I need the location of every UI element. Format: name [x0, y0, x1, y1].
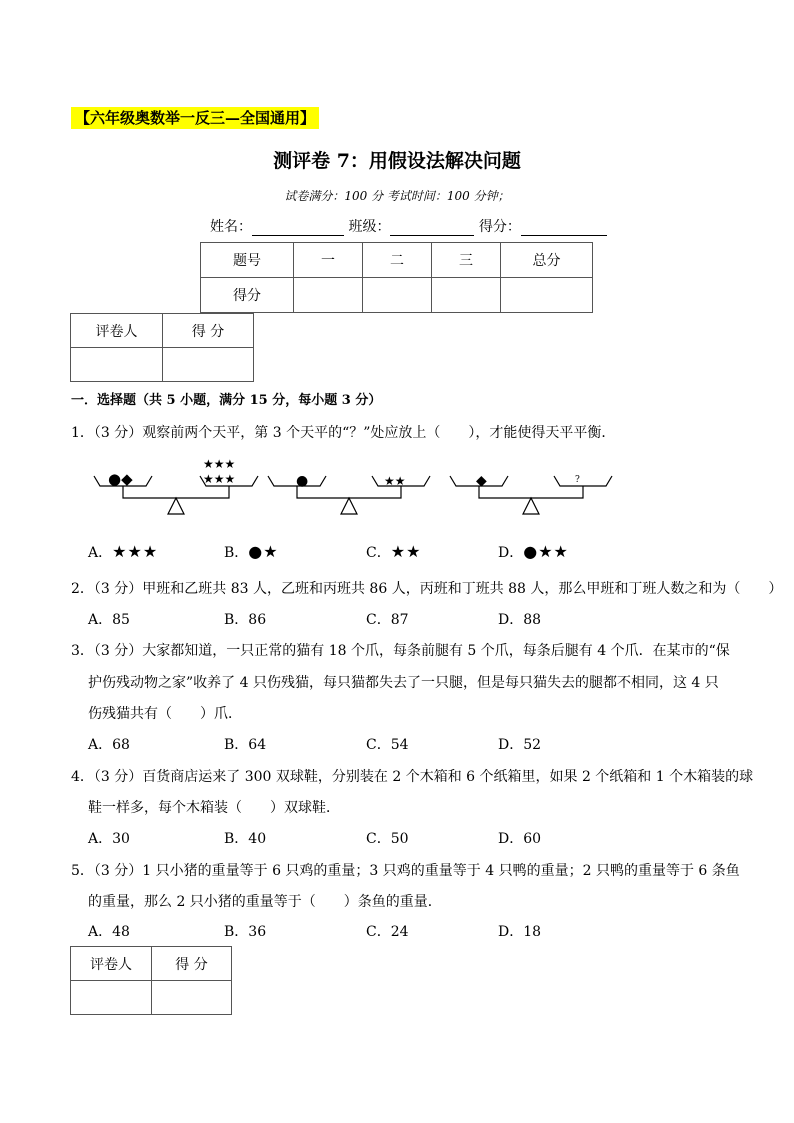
q3-option-c[interactable]: C．54	[366, 737, 409, 753]
question-5-line-2: 的重量，那么 2 只小猪的重量等于（ ）条鱼的重量．	[88, 894, 442, 910]
balance-3	[450, 476, 612, 514]
q5-option-a[interactable]: A．48	[88, 924, 130, 940]
q5-option-d[interactable]: D．18	[498, 924, 542, 940]
score-cell[interactable]	[432, 278, 501, 313]
q4-option-a[interactable]: A．30	[88, 831, 130, 847]
q5-option-b[interactable]: B．36	[224, 924, 267, 940]
grader-label: 评卷人	[71, 947, 152, 981]
score-cell[interactable]	[363, 278, 432, 313]
q3-option-a[interactable]: A．68	[88, 737, 130, 753]
q1-option-c[interactable]: C．★★	[366, 542, 422, 561]
q1-option-b[interactable]: B．●★	[224, 542, 279, 561]
score-header-cell: 一	[294, 243, 363, 278]
score-cell[interactable]	[501, 278, 593, 313]
q1-option-a[interactable]: A．★★★	[88, 542, 159, 561]
grader-table	[70, 313, 254, 382]
balance-1-right-top: ★★★	[203, 457, 236, 471]
grader-cell[interactable]	[71, 348, 163, 382]
score-cell[interactable]	[294, 278, 363, 313]
question-5-line-1: 5．（3 分）1 只小猪的重量等于 6 只鸡的重量；3 只鸡的重量等于 4 只鸭的重量；2 只鸭的重量等于 6 条鱼	[71, 863, 740, 879]
score-header-cell: 二	[363, 243, 432, 278]
balance-2	[268, 476, 430, 514]
name-label: 姓名：	[210, 219, 252, 235]
question-3-line-2: 护伤残动物之家”收养了 4 只伤残猫，每只猫都失去了一只腿，但是每只猫失去的腿都不相同，这 4 只	[88, 675, 719, 691]
grader-table-2	[70, 946, 232, 1015]
q5-option-c[interactable]: C．24	[366, 924, 409, 940]
balance-2-right-items: ★★	[384, 474, 406, 488]
q3-option-b[interactable]: B．64	[224, 737, 267, 753]
page-title: 测评卷 7：用假设法解决问题	[273, 150, 521, 172]
q2-option-d[interactable]: D．88	[498, 612, 542, 628]
class-field[interactable]	[390, 221, 474, 236]
points-cell[interactable]	[152, 981, 232, 1015]
balance-1-right-bottom: ★★★	[203, 472, 236, 486]
balance-1-left-items: ●◆	[108, 470, 133, 488]
class-label: 班级：	[348, 219, 391, 235]
question-2-text: 2．（3 分）甲班和乙班共 83 人，乙班和丙班共 86 人，丙班和丁班共 88 人，那么甲班和丁班人数之和为（ ）	[71, 581, 783, 597]
points-label: 得 分	[163, 314, 254, 348]
name-field[interactable]	[252, 221, 344, 236]
q3-option-d[interactable]: D．52	[498, 737, 542, 753]
q2-option-c[interactable]: C．87	[366, 612, 409, 628]
score-table	[200, 242, 593, 313]
q2-option-b[interactable]: B．86	[224, 612, 267, 628]
grader-cell[interactable]	[71, 981, 152, 1015]
q4-option-d[interactable]: D．60	[498, 831, 542, 847]
q1-option-d[interactable]: D．●★★	[498, 542, 569, 561]
score-header-cell: 题号	[201, 243, 294, 278]
student-info-row	[210, 216, 607, 236]
points-label: 得 分	[152, 947, 232, 981]
balance-3-question-mark: ?	[575, 475, 580, 485]
score-header-cell: 三	[432, 243, 501, 278]
q2-option-a[interactable]: A．85	[88, 612, 130, 628]
points-cell[interactable]	[163, 348, 254, 382]
balance-3-left-items: ◆	[476, 473, 487, 489]
question-1-text: 1．（3 分）观察前两个天平，第 3 个天平的“？”处应放上（ ），才能使得天平平衡．	[71, 425, 616, 441]
score-header-cell: 总分	[501, 243, 593, 278]
balance-figure	[88, 456, 618, 524]
section-heading: 一．选择题（共 5 小题，满分 15 分，每小题 3 分）	[71, 393, 382, 408]
series-banner: 【六年级奥数举一反三—全国通用】	[71, 107, 319, 129]
question-4-line-2: 鞋一样多，每个木箱装（ ）双球鞋．	[88, 800, 340, 816]
question-3-line-1: 3．（3 分）大家都知道，一只正常的猫有 18 个爪，每条前腿有 5 个爪，每条后腿有 4 个爪．在某市的“保	[71, 643, 730, 659]
balance-2-left-items: ●	[296, 473, 309, 489]
q4-option-c[interactable]: C．50	[366, 831, 409, 847]
grader-label: 评卷人	[71, 314, 163, 348]
score-row-label: 得分	[201, 278, 294, 313]
question-4-line-1: 4．（3 分）百货商店运来了 300 双球鞋，分别装在 2 个木箱和 6 个纸箱里，如果 2 个纸箱和 1 个木箱装的球	[71, 769, 754, 785]
q4-option-b[interactable]: B．40	[224, 831, 267, 847]
score-label: 得分：	[478, 219, 521, 235]
score-field[interactable]	[521, 221, 607, 236]
question-3-line-3: 伤残猫共有（ ）爪．	[88, 706, 242, 722]
exam-info: 试卷满分：100 分 考试时间：100 分钟；	[284, 189, 510, 203]
